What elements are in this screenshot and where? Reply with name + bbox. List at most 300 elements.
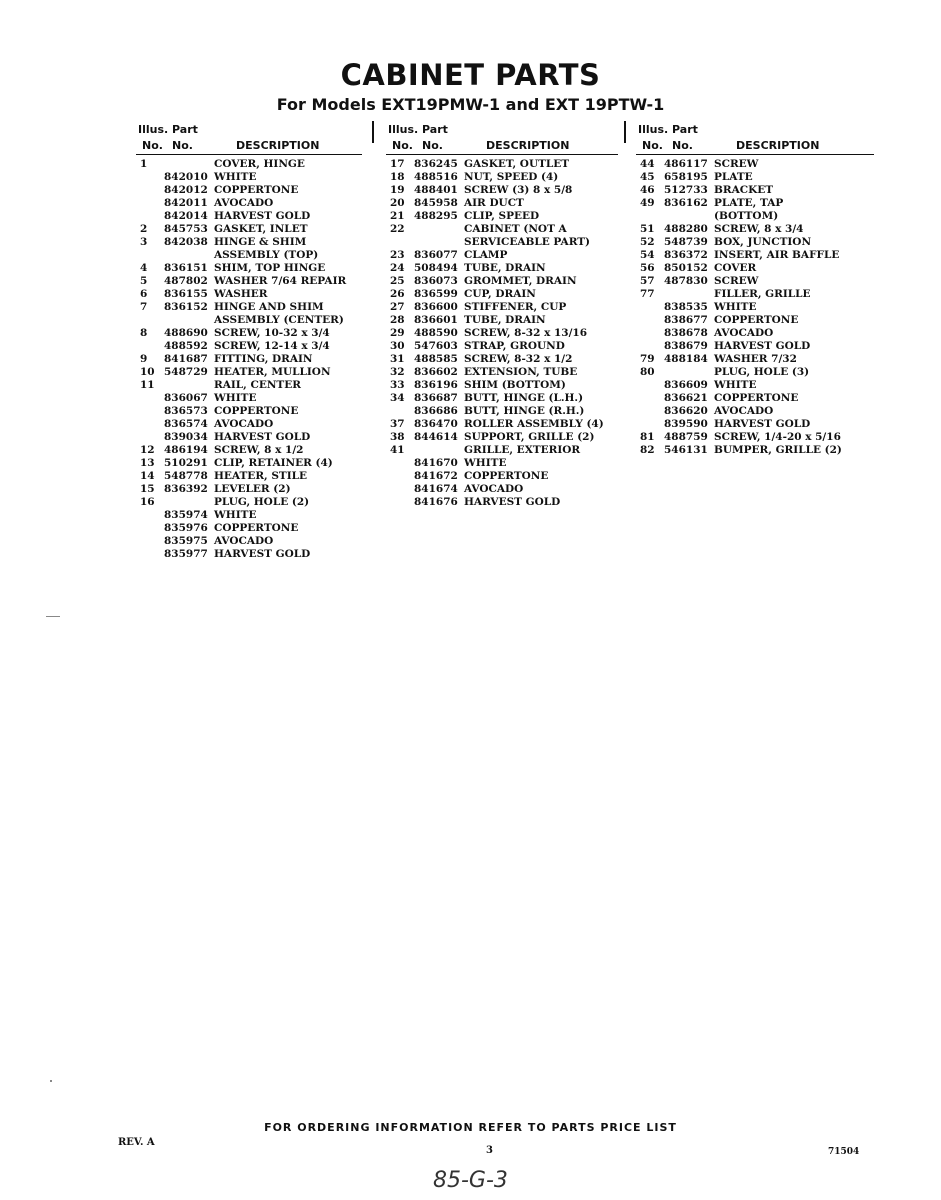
part-row [136, 353, 362, 366]
part-description: COVER, HINGE [214, 158, 305, 170]
part-description: PLATE [714, 171, 753, 183]
part-number: 836601 [414, 314, 458, 326]
part-number: 836573 [164, 405, 208, 417]
part-number: 548739 [664, 236, 708, 248]
part-number: 836162 [664, 197, 708, 209]
part-description: WASHER 7/64 REPAIR [214, 275, 347, 287]
illus-no: 32 [390, 366, 405, 378]
part-description: CLIP, RETAINER (4) [214, 457, 333, 469]
part-number: 836574 [164, 418, 208, 430]
part-row [136, 392, 362, 405]
part-row [136, 535, 362, 548]
part-number: 548778 [164, 470, 208, 482]
part-row [386, 314, 618, 327]
part-number: 836077 [414, 249, 458, 261]
part-description: SCREW, 1/4-20 x 5/16 [714, 431, 841, 443]
part-number: 488585 [414, 353, 458, 365]
part-number: 487830 [664, 275, 708, 287]
part-number: 488295 [414, 210, 458, 222]
part-description: SCREW, 12-14 x 3/4 [214, 340, 330, 352]
part-description: COVER [714, 262, 757, 274]
part-row [386, 301, 618, 314]
part-description: WASHER 7/32 [714, 353, 797, 365]
part-number: 488690 [164, 327, 208, 339]
illus-no: 38 [390, 431, 405, 443]
illus-no: 14 [140, 470, 155, 482]
part-row [636, 197, 874, 210]
illus-no: 46 [640, 184, 655, 196]
part-description: FITTING, DRAIN [214, 353, 313, 365]
part-row [386, 392, 618, 405]
part-description: COPPERTONE [714, 314, 799, 326]
part-number: 836686 [414, 405, 458, 417]
part-description: AVOCADO [214, 197, 274, 209]
part-number: 488590 [414, 327, 458, 339]
header-illus-part: Illus. Part [138, 123, 198, 136]
part-number: 512733 [664, 184, 708, 196]
part-description: CUP, DRAIN [464, 288, 536, 300]
part-description: SCREW, 8 x 3/4 [714, 223, 804, 235]
part-row [386, 262, 618, 275]
part-number: 836687 [414, 392, 458, 404]
part-row [636, 236, 874, 249]
part-number: 845958 [414, 197, 458, 209]
part-description: SCREW (3) 8 x 5/8 [464, 184, 573, 196]
parts-column-2 [386, 121, 618, 509]
part-row [386, 405, 618, 418]
part-description: BUMPER, GRILLE (2) [714, 444, 842, 456]
part-number: 836470 [414, 418, 458, 430]
part-description: WASHER [214, 288, 268, 300]
part-number: 842014 [164, 210, 208, 222]
part-description: ASSEMBLY (CENTER) [214, 314, 344, 326]
part-row [136, 340, 362, 353]
part-description: HARVEST GOLD [214, 210, 311, 222]
part-description: BOX, JUNCTION [714, 236, 812, 248]
part-row [136, 275, 362, 288]
part-number: 546131 [664, 444, 708, 456]
part-description: SUPPORT, GRILLE (2) [464, 431, 595, 443]
part-number: 841676 [414, 496, 458, 508]
illus-no: 28 [390, 314, 405, 326]
part-row [636, 366, 874, 379]
document-code: 71504 [828, 1147, 860, 1157]
part-number: 488592 [164, 340, 208, 352]
header-part-no: No. [672, 139, 693, 152]
part-description: SCREW [714, 158, 759, 170]
header-no: No. [142, 139, 163, 152]
part-number: 836602 [414, 366, 458, 378]
part-description: AVOCADO [714, 405, 774, 417]
part-row [136, 379, 362, 392]
part-description: (BOTTOM) [714, 210, 779, 222]
part-number: 841674 [414, 483, 458, 495]
part-row [636, 418, 874, 431]
part-number: 488516 [414, 171, 458, 183]
part-row [386, 327, 618, 340]
part-row [136, 210, 362, 223]
part-row [386, 379, 618, 392]
part-number: 842010 [164, 171, 208, 183]
part-description: AVOCADO [214, 418, 274, 430]
part-number: 836152 [164, 301, 208, 313]
illus-no: 82 [640, 444, 655, 456]
illus-no: 6 [140, 288, 148, 300]
illus-no: 56 [640, 262, 655, 274]
part-description: ROLLER ASSEMBLY (4) [464, 418, 604, 430]
illus-no: 34 [390, 392, 405, 404]
part-description: COPPERTONE [214, 522, 299, 534]
part-description: HEATER, STILE [214, 470, 308, 482]
part-number: 838678 [664, 327, 708, 339]
part-number: 487802 [164, 275, 208, 287]
part-row [636, 223, 874, 236]
part-row [386, 249, 618, 262]
part-description: SCREW, 10-32 x 3/4 [214, 327, 330, 339]
illus-no: 18 [390, 171, 405, 183]
part-number: 835975 [164, 535, 208, 547]
header-illus-part: Illus. Part [388, 123, 448, 136]
illus-no: 2 [140, 223, 148, 235]
part-number: 488401 [414, 184, 458, 196]
part-number: 835976 [164, 522, 208, 534]
part-number: 839034 [164, 431, 208, 443]
part-row [386, 496, 618, 509]
part-description: BUTT, HINGE (L.H.) [464, 392, 584, 404]
parts-list [386, 158, 618, 509]
part-description: PLUG, HOLE (2) [214, 496, 310, 508]
part-description: NUT, SPEED (4) [464, 171, 559, 183]
illus-no: 1 [140, 158, 148, 170]
illus-no: 22 [390, 223, 405, 235]
part-row [136, 483, 362, 496]
column-divider [372, 121, 374, 143]
part-description: COPPERTONE [464, 470, 549, 482]
part-row [636, 444, 874, 457]
header-description: DESCRIPTION [736, 139, 820, 152]
parts-column-3 [636, 121, 874, 457]
column-header [636, 121, 874, 155]
illus-no: 52 [640, 236, 655, 248]
part-row [386, 353, 618, 366]
part-number: 836599 [414, 288, 458, 300]
part-description: LEVELER (2) [214, 483, 291, 495]
part-row [636, 301, 874, 314]
part-row [136, 457, 362, 470]
part-number: 836621 [664, 392, 708, 404]
part-number: 548729 [164, 366, 208, 378]
part-row [386, 431, 618, 444]
part-number: 836067 [164, 392, 208, 404]
part-number: 842012 [164, 184, 208, 196]
scan-speck [50, 1080, 52, 1082]
part-row [636, 379, 874, 392]
illus-no: 20 [390, 197, 405, 209]
part-description: STRAP, GROUND [464, 340, 565, 352]
illus-no: 13 [140, 457, 155, 469]
part-number: 486194 [164, 444, 208, 456]
part-row [136, 418, 362, 431]
illus-no: 44 [640, 158, 655, 170]
part-number: 836245 [414, 158, 458, 170]
part-description: HARVEST GOLD [714, 418, 811, 430]
illus-no: 3 [140, 236, 148, 248]
part-row [386, 444, 618, 457]
part-description: WHITE [214, 509, 257, 521]
part-number: 510291 [164, 457, 208, 469]
part-description: WHITE [714, 301, 757, 313]
illus-no: 16 [140, 496, 155, 508]
part-description: PLATE, TAP [714, 197, 784, 209]
part-description: WHITE [464, 457, 507, 469]
part-number: 836196 [414, 379, 458, 391]
part-description: SHIM, TOP HINGE [214, 262, 326, 274]
illus-no: 7 [140, 301, 148, 313]
part-number: 838535 [664, 301, 708, 313]
part-row [386, 288, 618, 301]
part-row [636, 262, 874, 275]
part-number: 508494 [414, 262, 458, 274]
part-row [636, 431, 874, 444]
illus-no: 54 [640, 249, 655, 261]
part-number: 836155 [164, 288, 208, 300]
part-number: 836372 [664, 249, 708, 261]
part-number: 845753 [164, 223, 208, 235]
part-description: TUBE, DRAIN [464, 262, 546, 274]
part-row [136, 171, 362, 184]
part-description: WHITE [214, 171, 257, 183]
part-row [136, 431, 362, 444]
header-rule [136, 154, 362, 155]
part-number: 547603 [414, 340, 458, 352]
part-description: CLIP, SPEED [464, 210, 540, 222]
part-row [636, 327, 874, 340]
part-row [136, 366, 362, 379]
illus-no: 8 [140, 327, 148, 339]
illus-no: 29 [390, 327, 405, 339]
page-title: CABINET PARTS [340, 58, 601, 92]
header-rule [636, 154, 874, 155]
page-number: 3 [486, 1145, 493, 1156]
part-description: SCREW, 8 x 1/2 [214, 444, 304, 456]
illus-no: 19 [390, 184, 405, 196]
header-no: No. [392, 139, 413, 152]
revision-label: REV. A [118, 1137, 155, 1148]
part-row [636, 171, 874, 184]
part-number: 841687 [164, 353, 208, 365]
illus-no: 45 [640, 171, 655, 183]
part-row [636, 275, 874, 288]
part-row [386, 184, 618, 197]
part-number: 488184 [664, 353, 708, 365]
part-description: COPPERTONE [714, 392, 799, 404]
illus-no: 27 [390, 301, 405, 313]
part-description: CLAMP [464, 249, 508, 261]
illus-no: 12 [140, 444, 155, 456]
illus-no: 33 [390, 379, 405, 391]
part-description: INSERT, AIR BAFFLE [714, 249, 840, 261]
part-row [636, 405, 874, 418]
part-row [136, 470, 362, 483]
part-description: AVOCADO [714, 327, 774, 339]
part-row [136, 327, 362, 340]
illus-no: 26 [390, 288, 405, 300]
part-row [386, 223, 618, 236]
part-row [136, 548, 362, 561]
ordering-note: FOR ORDERING INFORMATION REFER TO PARTS PRICE LIST [264, 1121, 677, 1134]
part-description: GASKET, OUTLET [464, 158, 570, 170]
illus-no: 80 [640, 366, 655, 378]
illus-no: 17 [390, 158, 405, 170]
part-row [386, 197, 618, 210]
part-number: 841672 [414, 470, 458, 482]
part-description: CABINET (NOT A [464, 223, 567, 235]
header-part-no: No. [422, 139, 443, 152]
part-row [136, 158, 362, 171]
part-row [386, 483, 618, 496]
column-divider [624, 121, 626, 143]
part-description: RAIL, CENTER [214, 379, 301, 391]
part-row [136, 288, 362, 301]
part-description: GROMMET, DRAIN [464, 275, 577, 287]
part-number: 836620 [664, 405, 708, 417]
part-description: HINGE AND SHIM [214, 301, 324, 313]
part-description: HINGE & SHIM [214, 236, 307, 248]
illus-no: 10 [140, 366, 155, 378]
part-number: 836600 [414, 301, 458, 313]
part-number: 835974 [164, 509, 208, 521]
illus-no: 41 [390, 444, 405, 456]
illus-no: 31 [390, 353, 405, 365]
part-description: SCREW, 8-32 x 1/2 [464, 353, 573, 365]
illus-no: 81 [640, 431, 655, 443]
part-row [136, 184, 362, 197]
part-number: 839590 [664, 418, 708, 430]
illus-no: 11 [140, 379, 155, 391]
part-row [636, 158, 874, 171]
illus-no: 51 [640, 223, 655, 235]
part-row [636, 288, 874, 301]
part-description: HARVEST GOLD [464, 496, 561, 508]
part-description: BUTT, HINGE (R.H.) [464, 405, 585, 417]
part-description: AIR DUCT [464, 197, 524, 209]
part-number: 488759 [664, 431, 708, 443]
part-row [636, 392, 874, 405]
part-number: 486117 [664, 158, 708, 170]
part-row [386, 340, 618, 353]
illus-no: 57 [640, 275, 655, 287]
part-row [136, 444, 362, 457]
part-row [136, 509, 362, 522]
parts-list [136, 158, 362, 561]
part-number: 842038 [164, 236, 208, 248]
illus-no: 37 [390, 418, 405, 430]
illus-no: 49 [640, 197, 655, 209]
part-row [636, 340, 874, 353]
part-row [636, 353, 874, 366]
illus-no: 77 [640, 288, 655, 300]
part-description: HEATER, MULLION [214, 366, 331, 378]
column-header [136, 121, 362, 155]
illus-no: 9 [140, 353, 148, 365]
scan-speck [46, 616, 60, 617]
parts-column-1 [136, 121, 362, 561]
part-row [136, 496, 362, 509]
part-number: 836151 [164, 262, 208, 274]
parts-list [636, 158, 874, 457]
part-row [136, 249, 362, 262]
part-row [136, 301, 362, 314]
part-description: WHITE [714, 379, 757, 391]
part-description: AVOCADO [464, 483, 524, 495]
column-header [386, 121, 618, 155]
part-number: 836609 [664, 379, 708, 391]
part-description: SCREW, 8-32 x 13/16 [464, 327, 588, 339]
page-subtitle: For Models EXT19PMW-1 and EXT 19PTW-1 [276, 95, 665, 114]
part-description: GASKET, INLET [214, 223, 308, 235]
part-number: 658195 [664, 171, 708, 183]
illus-no: 30 [390, 340, 405, 352]
illus-no: 79 [640, 353, 655, 365]
part-row [136, 223, 362, 236]
part-row [636, 184, 874, 197]
part-description: SERVICEABLE PART) [464, 236, 591, 248]
part-number: 850152 [664, 262, 708, 274]
part-description: SHIM (BOTTOM) [464, 379, 566, 391]
part-description: BRACKET [714, 184, 774, 196]
part-number: 842011 [164, 197, 208, 209]
header-description: DESCRIPTION [236, 139, 320, 152]
part-number: 838679 [664, 340, 708, 352]
illus-no: 21 [390, 210, 405, 222]
part-description: TUBE, DRAIN [464, 314, 546, 326]
part-number: 488280 [664, 223, 708, 235]
part-description: HARVEST GOLD [714, 340, 811, 352]
part-row [636, 314, 874, 327]
header-description: DESCRIPTION [486, 139, 570, 152]
illus-no: 15 [140, 483, 155, 495]
part-description: COPPERTONE [214, 405, 299, 417]
part-row [386, 366, 618, 379]
part-row [636, 210, 874, 223]
part-description: HARVEST GOLD [214, 548, 311, 560]
part-row [386, 236, 618, 249]
part-row [136, 522, 362, 535]
part-number: 835977 [164, 548, 208, 560]
handwritten-note: 85-G-3 [433, 1168, 508, 1193]
part-row [386, 418, 618, 431]
part-number: 844614 [414, 431, 458, 443]
illus-no: 23 [390, 249, 405, 261]
part-description: SCREW [714, 275, 759, 287]
part-row [136, 197, 362, 210]
header-illus-part: Illus. Part [638, 123, 698, 136]
part-row [636, 249, 874, 262]
part-row [386, 171, 618, 184]
part-row [386, 275, 618, 288]
header-no: No. [642, 139, 663, 152]
part-number: 836392 [164, 483, 208, 495]
part-description: STIFFENER, CUP [464, 301, 567, 313]
part-row [386, 457, 618, 470]
part-description: FILLER, GRILLE [714, 288, 811, 300]
part-row [386, 210, 618, 223]
part-row [136, 314, 362, 327]
part-number: 838677 [664, 314, 708, 326]
illus-no: 24 [390, 262, 405, 274]
part-description: PLUG, HOLE (3) [714, 366, 810, 378]
header-rule [386, 154, 618, 155]
